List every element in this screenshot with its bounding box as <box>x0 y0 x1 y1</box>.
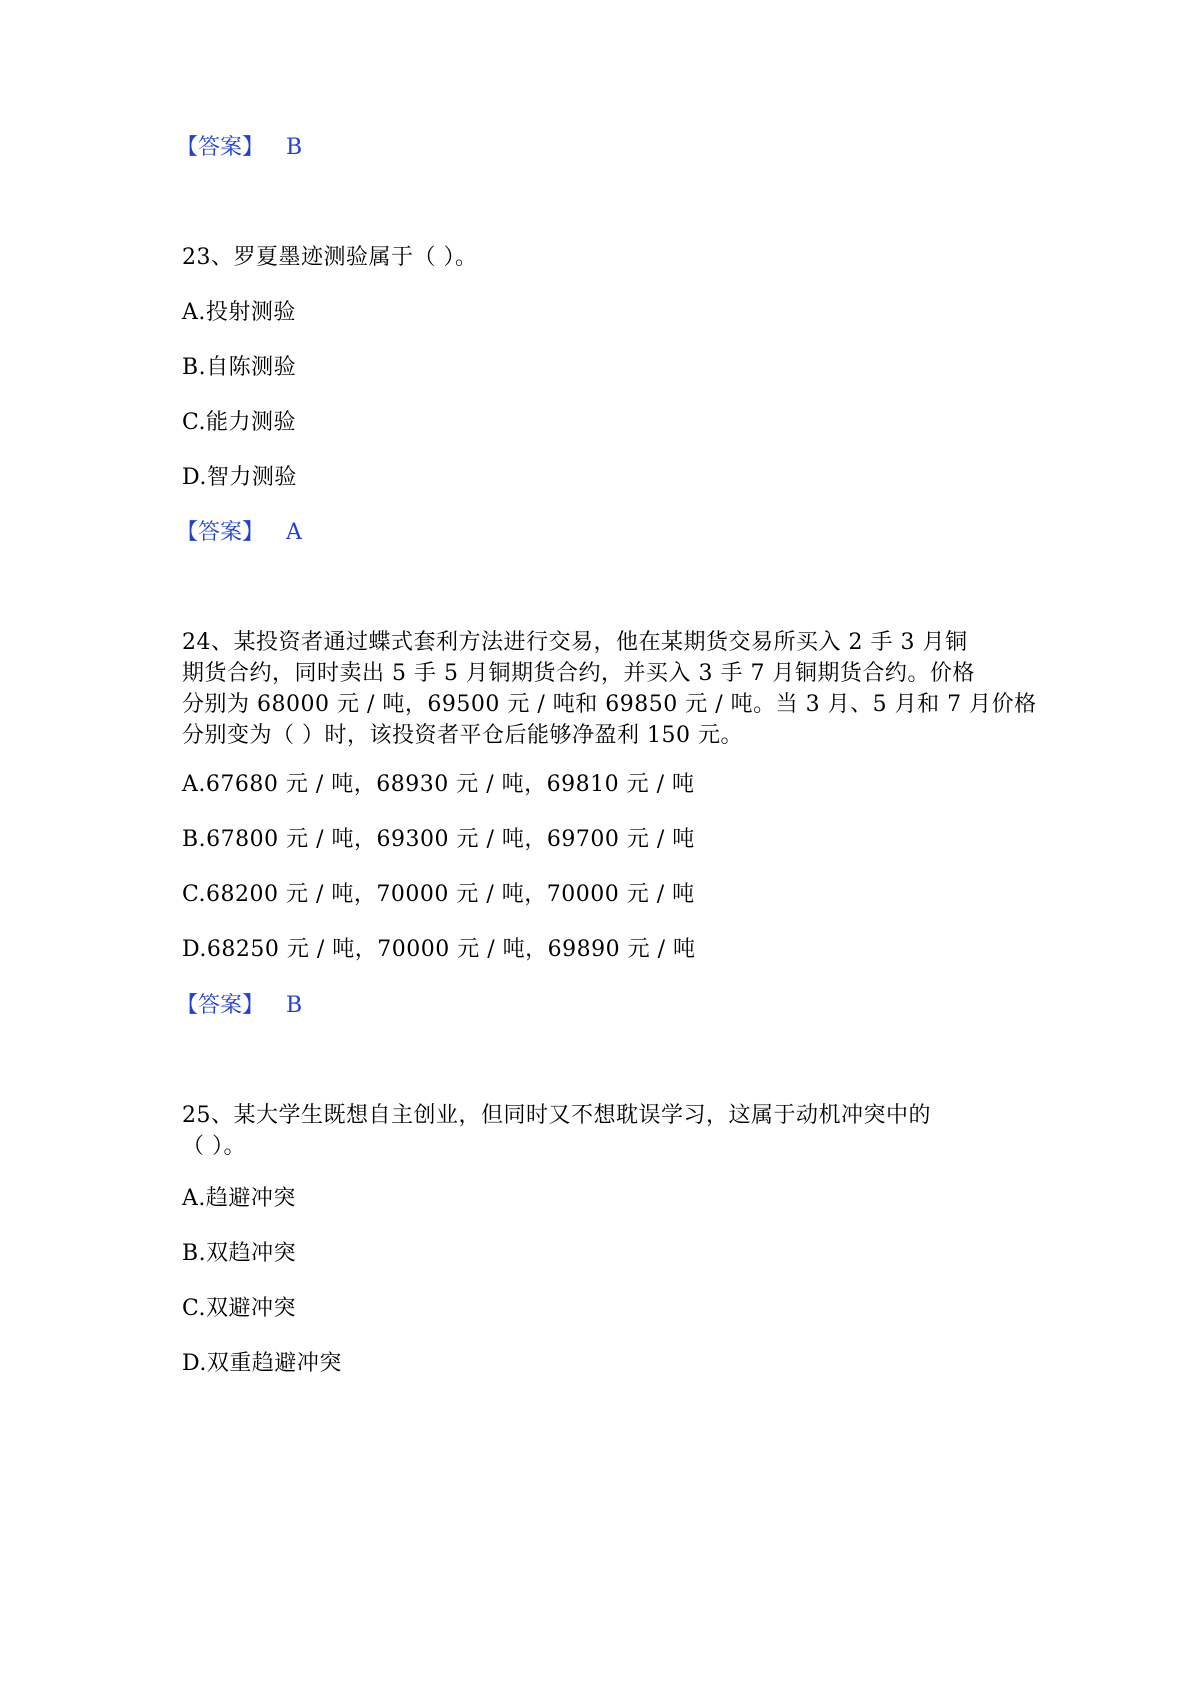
question-25-option-d: D.双重趋避冲突 <box>182 1351 342 1376</box>
question-25-option-a: A.趋避冲突 <box>182 1186 296 1211</box>
question-25-stem-line: 25、某大学生既想自主创业，但同时又不想耽误学习，这属于动机冲突中的 <box>182 1103 931 1128</box>
question-25-option-b: B.双趋冲突 <box>182 1241 297 1266</box>
question-23-option-a: A.投射测验 <box>182 300 296 325</box>
answer-label: 【答案】 <box>176 993 265 1018</box>
question-24-stem-line: 期货合约，同时卖出 5 手 5 月铜期货合约，并买入 3 手 7 月铜期货合约。价格 <box>182 661 975 686</box>
question-24-stem-line: 24、某投资者通过蝶式套利方法进行交易，他在某期货交易所买入 2 手 3 月铜 <box>182 630 968 655</box>
question-24-option-a: A.67680 元 / 吨，68930 元 / 吨，69810 元 / 吨 <box>182 772 695 797</box>
answer-label: 【答案】 <box>176 520 265 545</box>
question-24-option-d: D.68250 元 / 吨，70000 元 / 吨，69890 元 / 吨 <box>182 937 696 962</box>
question-24-option-c: C.68200 元 / 吨，70000 元 / 吨，70000 元 / 吨 <box>182 882 695 907</box>
answer-line <box>176 518 302 548</box>
question-24-option-b: B.67800 元 / 吨，69300 元 / 吨，69700 元 / 吨 <box>182 827 695 852</box>
answer-line <box>176 991 302 1021</box>
question-23-option-b: B.自陈测验 <box>182 355 297 380</box>
question-25-stem-line: （ ）。 <box>182 1134 246 1159</box>
question-24-stem <box>182 627 1037 751</box>
question-23-stem: 23、罗夏墨迹测验属于（ ）。 <box>182 245 478 270</box>
question-24-stem-line: 分别为 68000 元 / 吨，69500 元 / 吨和 69850 元 / 吨。当 3 月、5 月和 7 月价格 <box>182 692 1037 717</box>
question-23-option-c: C.能力测验 <box>182 410 297 435</box>
question-23-option-d: D.智力测验 <box>182 465 297 490</box>
question-25-stem <box>182 1100 1022 1162</box>
answer-value: B <box>286 993 303 1018</box>
answer-value: B <box>286 135 303 160</box>
answer-label: 【答案】 <box>176 135 265 160</box>
answer-value: A <box>286 520 302 545</box>
question-25-option-c: C.双避冲突 <box>182 1296 297 1321</box>
answer-line <box>176 133 302 163</box>
question-24-stem-line: 分别变为（ ）时，该投资者平仓后能够净盈利 150 元。 <box>182 723 743 748</box>
